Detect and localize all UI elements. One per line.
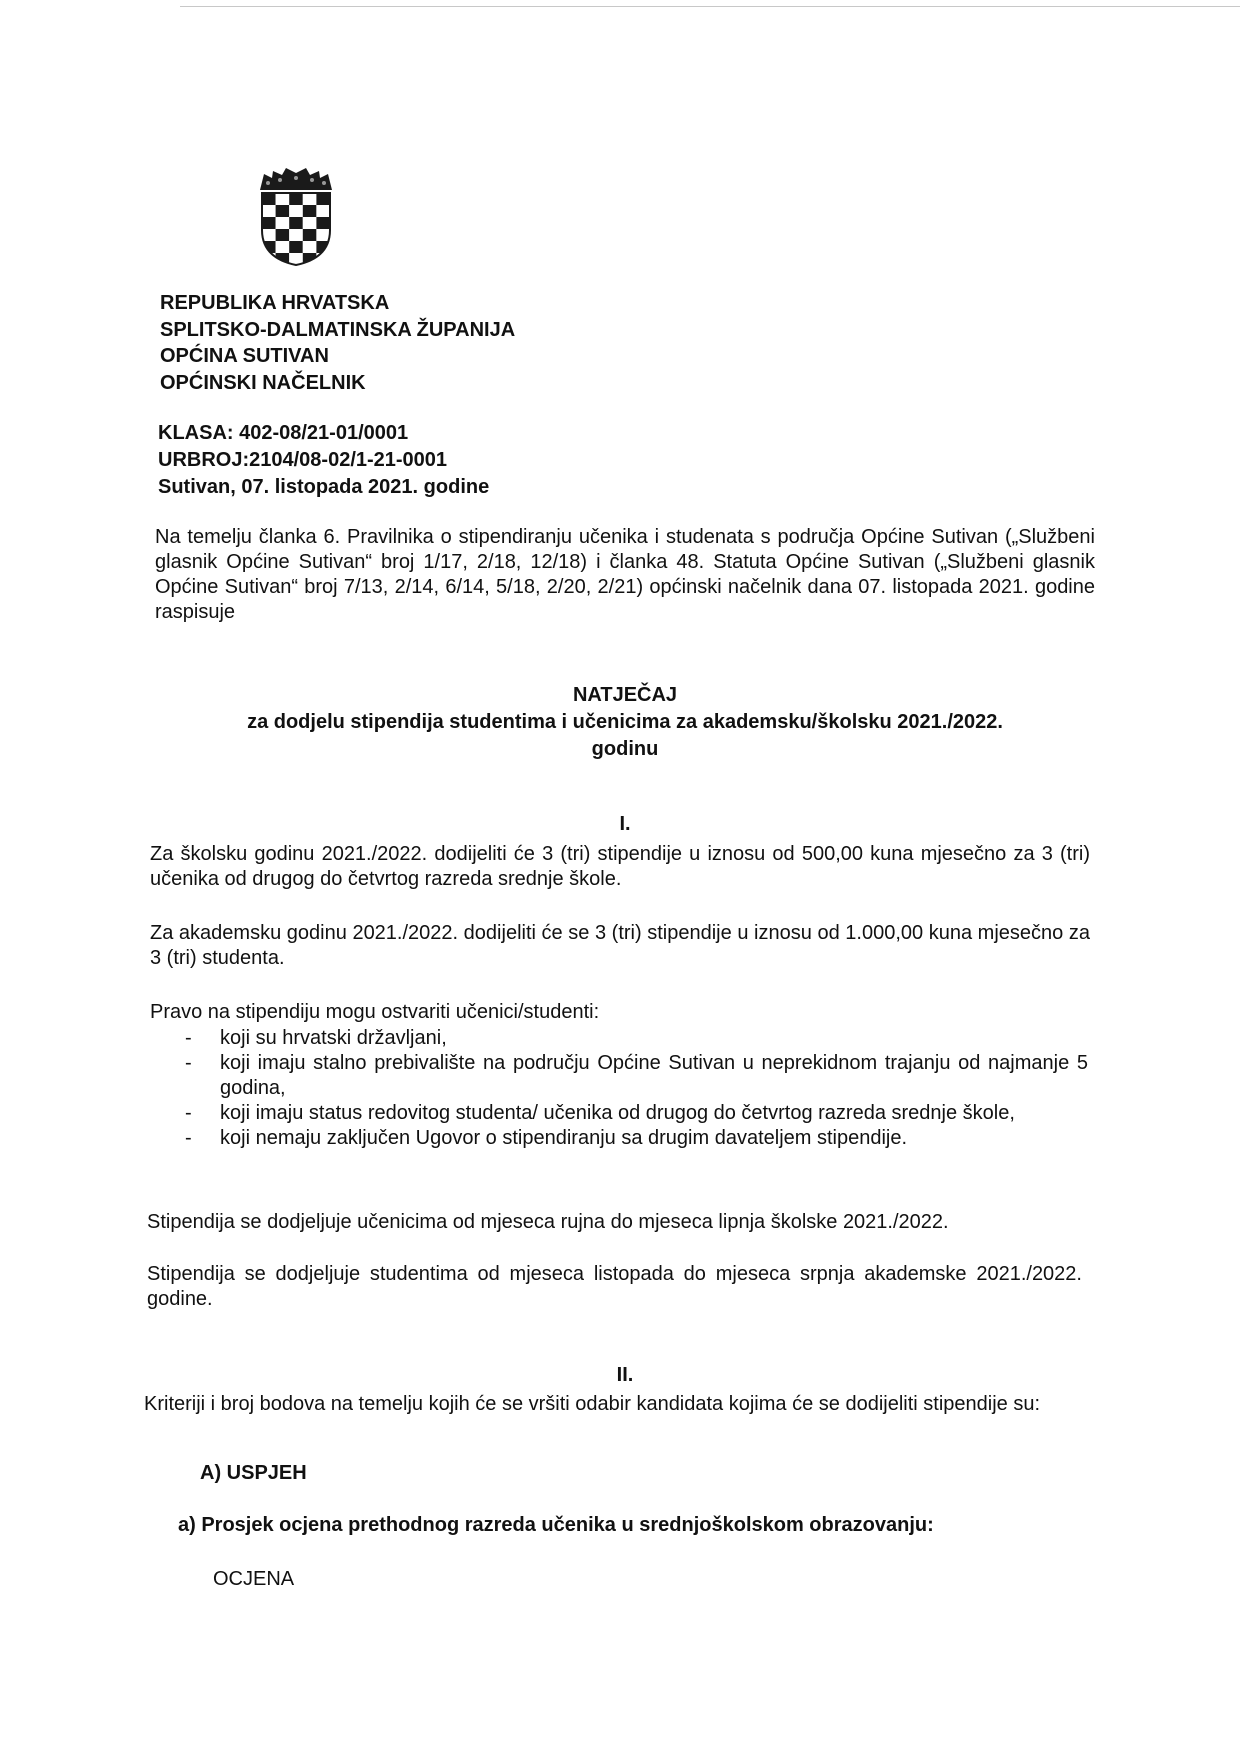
- list-item: - koji su hrvatski državljani,: [183, 1026, 1088, 1051]
- section1-paragraph-2: Za akademsku godinu 2021./2022. dodijeliti će se 3 (tri) stipendije u iznosu od 1.000,00 kuna mjesečno za 3 (tri) studenta.: [150, 922, 1090, 969]
- crest-check: [262, 205, 276, 217]
- coat-of-arms-icon: [258, 168, 334, 266]
- crest-check: [289, 229, 303, 241]
- section1-paragraph-5: Stipendija se dodjeljuje studentima od mjeseca listopada do mjeseca srpnja akademske 2021./2022. godine.: [147, 1263, 1082, 1310]
- section1-paragraph-1: Za školsku godinu 2021./2022. dodijeliti će 3 (tri) stipendije u iznosu od 500,00 kuna mjesečno za 3 (tri) učenika od drugog do četvrtog razreda srednje škole.: [150, 843, 1090, 890]
- ocjena-label: OCJENA: [213, 1568, 295, 1590]
- intro-paragraph: Na temelju članka 6. Pravilnika o stipendiranju učenika i studenata s područja Općine Sutivan („Službeni glasnik Općine Sutivan“ broj 1/17, 2/18, 12/18) i članka 48. Statuta Općine Sutivan („Službeni glasnik Općine Sutivan“ broj 7/13, 2/14, 6/14, 5/18, 2/20, 2/21) općinski načelnik dana 07. listopada 2021. godine raspisuje: [155, 526, 1095, 623]
- place-date-line: Sutivan, 07. listopada 2021. godine: [158, 476, 490, 498]
- urbroj-line: URBROJ:2104/08-02/1-21-0001: [158, 449, 448, 471]
- section1-paragraph-4: Stipendija se dodjeljuje učenicima od mjeseca rujna do mjeseca lipnja školske 2021./2022.: [147, 1211, 949, 1233]
- list-item: - koji imaju status redovitog studenta/ učenika od drugog do četvrtog razreda srednje škole,: [183, 1101, 1088, 1126]
- section1-paragraph-3: Pravo na stipendiju mogu ostvariti učenici/studenti:: [150, 1001, 600, 1023]
- list-item: - koji imaju stalno prebivalište na području Općine Sutivan u neprekidnom trajanju od najmanje 5 godina,: [183, 1051, 1088, 1101]
- list-item: - koji nemaju zaključen Ugovor o stipendiranju sa drugim davateljem stipendije.: [183, 1126, 1088, 1151]
- crest-check: [303, 193, 317, 205]
- crest-check: [289, 217, 303, 229]
- crest-check: [289, 241, 303, 253]
- crest-check: [276, 193, 290, 205]
- crest-check: [276, 217, 290, 229]
- crest-check: [316, 193, 330, 205]
- criteria-heading-a: A) USPJEH: [200, 1462, 307, 1484]
- crest-check: [303, 229, 317, 241]
- top-rule: [180, 6, 1240, 7]
- section2-paragraph-1: Kriteriji i broj bodova na temelju kojih će se vršiti odabir kandidata kojima će se dodijeliti stipendije su:: [144, 1393, 1041, 1415]
- klasa-line: KLASA: 402-08/21-01/0001: [158, 422, 409, 444]
- crest-check: [316, 205, 330, 217]
- criteria-subheading-a: a) Prosjek ocjena prethodnog razreda učenika u srednjoškolskom obrazovanju:: [178, 1514, 934, 1536]
- crest-check: [276, 241, 290, 253]
- section-number-2: II.: [616, 1364, 634, 1386]
- crest-check: [276, 205, 290, 217]
- document-reference: [158, 420, 489, 501]
- crest-check: [276, 229, 290, 241]
- header-country: REPUBLIKA HRVATSKA: [160, 292, 390, 314]
- crest-check: [303, 217, 317, 229]
- issuer-header: [160, 290, 515, 396]
- title-sub: za dodjelu stipendija studentima i učenicima za akademsku/školsku 2021./2022.: [247, 711, 1003, 733]
- title-main: NATJEČAJ: [572, 684, 678, 706]
- crest-check: [262, 193, 276, 205]
- crest-check: [316, 217, 330, 229]
- crest-check: [289, 205, 303, 217]
- eligibility-list: [183, 1026, 1088, 1151]
- crest-check: [262, 217, 276, 229]
- header-county: SPLITSKO-DALMATINSKA ŽUPANIJA: [160, 318, 516, 341]
- crest-check: [303, 241, 317, 253]
- title-sub-cont: godinu: [591, 738, 659, 760]
- section-number-1: I.: [619, 813, 631, 835]
- crest-check: [303, 205, 317, 217]
- document-title: [155, 682, 1095, 763]
- header-municipality: OPĆINA SUTIVAN: [160, 345, 329, 367]
- header-office: OPĆINSKI NAČELNIK: [160, 371, 366, 394]
- crest-check: [289, 193, 303, 205]
